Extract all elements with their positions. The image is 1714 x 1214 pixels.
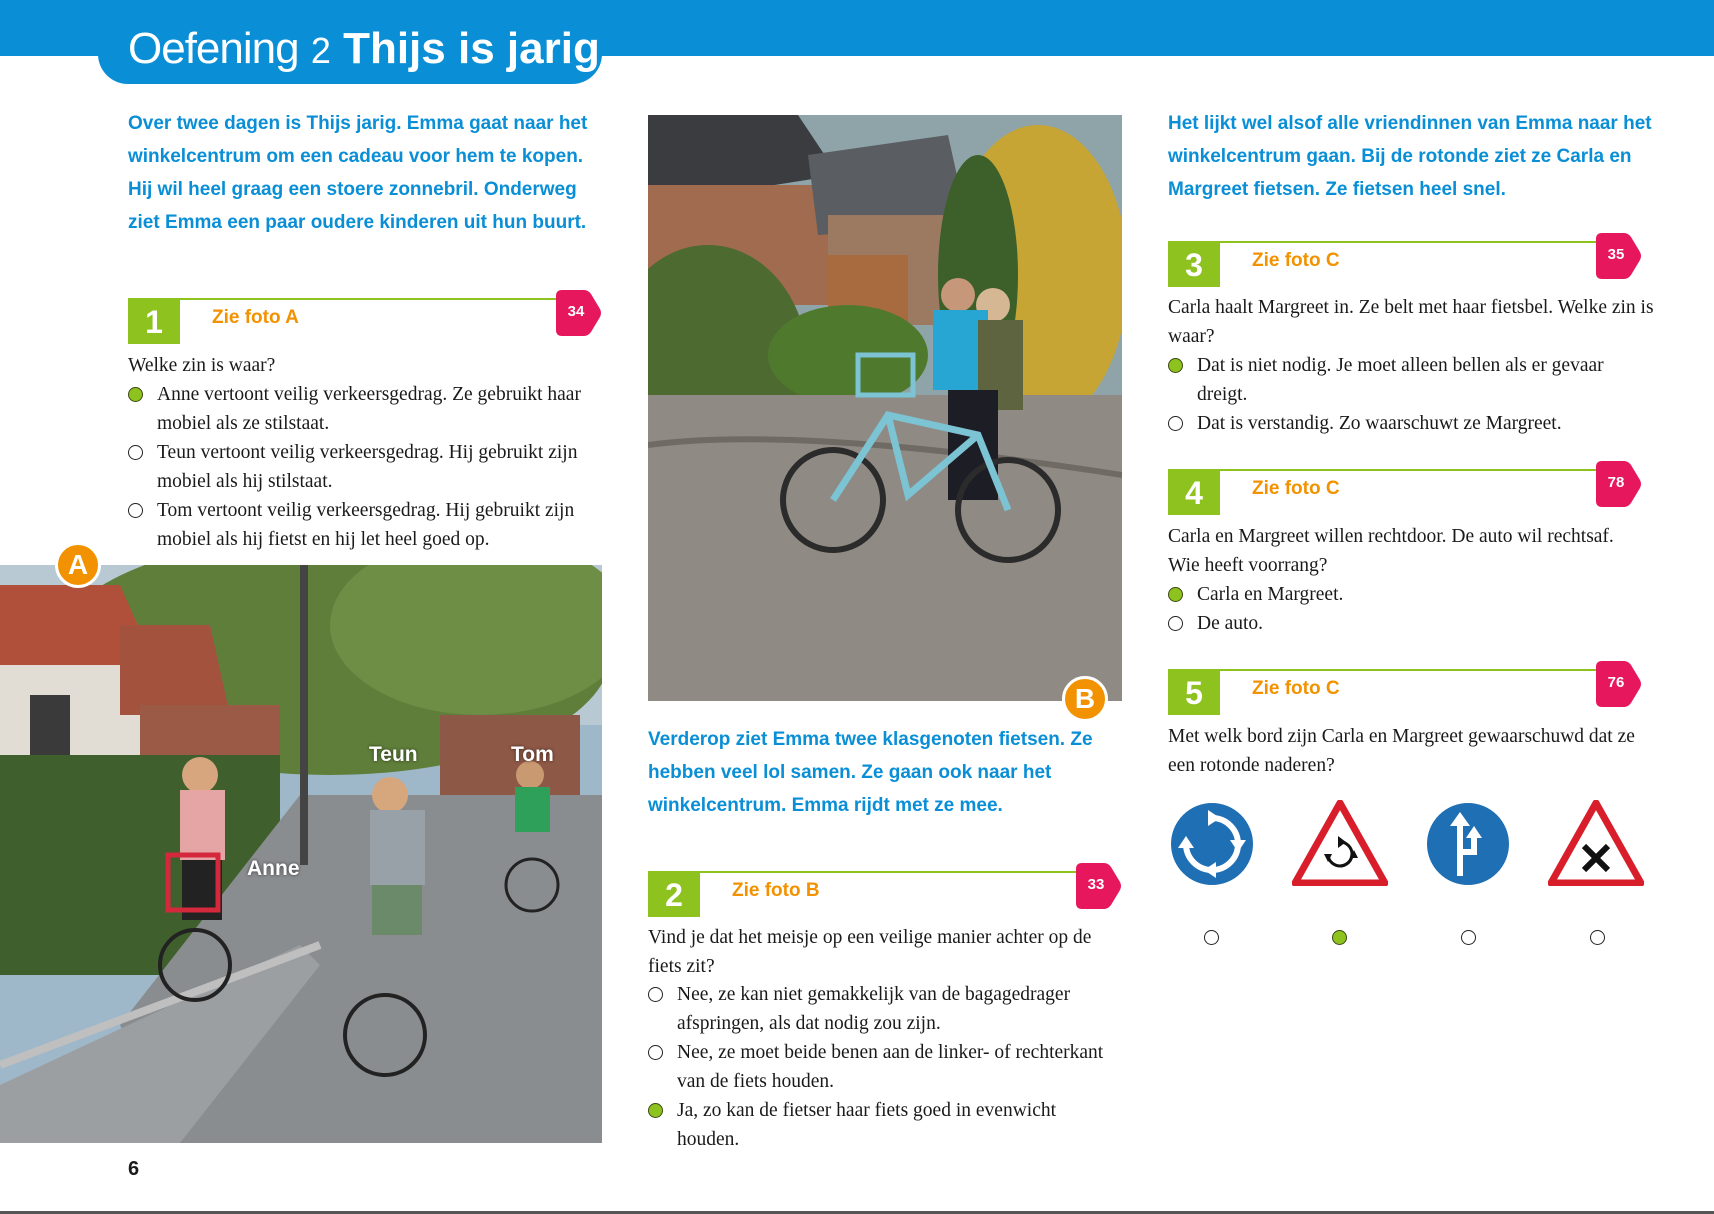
crossroads-warning-sign-icon bbox=[1548, 800, 1644, 886]
answer-option[interactable] bbox=[128, 438, 602, 496]
badge-number: 76 bbox=[1607, 674, 1625, 691]
radio-button[interactable] bbox=[128, 503, 143, 518]
exercise-label: Oefening bbox=[128, 24, 299, 73]
intro-middle: Verderop ziet Emma twee klasgenoten fietsen. Ze hebben veel lol samen. Ze gaan ook naar het winkelcentrum. Emma rijdt met ze mee. bbox=[648, 729, 1093, 816]
roundabout-warning-sign-icon bbox=[1292, 800, 1388, 886]
badge-number: 35 bbox=[1607, 246, 1625, 263]
answer-text: Dat is verstandig. Zo waarschuwt ze Margreet. bbox=[1197, 413, 1562, 434]
photo-reference: Zie foto C bbox=[1252, 678, 1340, 699]
radio-button[interactable] bbox=[1168, 358, 1183, 373]
answer-option[interactable] bbox=[1168, 580, 1642, 609]
label-tom: Tom bbox=[511, 743, 554, 766]
street-cyclists-illustration bbox=[0, 565, 602, 1143]
photo-marker-b: B bbox=[1062, 676, 1108, 722]
answer-text: Ja, zo kan de fietser haar fiets goed in evenwicht houden. bbox=[677, 1100, 1057, 1150]
answer-option[interactable] bbox=[648, 1096, 1122, 1154]
answer-list-1 bbox=[128, 380, 602, 554]
answer-text: Anne vertoont veilig verkeersgedrag. Ze gebruikt haar mobiel als ze stilstaat. bbox=[157, 384, 581, 434]
question-header-3 bbox=[1168, 241, 1642, 287]
exercise-title: Thijs is jarig bbox=[343, 24, 600, 73]
answer-text: Teun vertoont veilig verkeersgedrag. Hij gebruikt zijn mobiel als hij stilstaat. bbox=[157, 442, 578, 492]
question-text-5: Met welk bord zijn Carla en Margreet gewaarschuwd dat ze een rotonde naderen? bbox=[1168, 726, 1635, 776]
divider bbox=[648, 871, 1110, 873]
divider bbox=[1168, 469, 1630, 471]
question-text-1: Welke zin is waar? bbox=[128, 355, 276, 376]
photo-b bbox=[648, 115, 1122, 701]
sign-radio-3[interactable] bbox=[1461, 930, 1476, 945]
label-anne: Anne bbox=[247, 857, 300, 880]
badge-number: 78 bbox=[1607, 474, 1625, 491]
radio-button[interactable] bbox=[648, 1045, 663, 1060]
answer-text: Nee, ze moet beide benen aan de linker- of rechterkant van de fiets houden. bbox=[677, 1042, 1104, 1092]
divider bbox=[1168, 241, 1630, 243]
answer-list-2 bbox=[648, 980, 1122, 1154]
answer-option[interactable] bbox=[648, 980, 1122, 1038]
radio-button[interactable] bbox=[1168, 616, 1183, 631]
label-teun: Teun bbox=[369, 743, 418, 766]
girls-on-bicycle-illustration bbox=[648, 115, 1122, 701]
roundabout-mandatory-sign-icon bbox=[1168, 800, 1256, 888]
page-title bbox=[128, 24, 600, 74]
photo-reference: Zie foto C bbox=[1252, 478, 1340, 499]
intro-left: Over twee dagen is Thijs jarig. Emma gaat naar het winkelcentrum om een cadeau voor hem te kopen. Hij wil heel graag een stoere zonnebril. Onderweg ziet Emma een paar oudere kinderen uit hun buurt. bbox=[128, 113, 588, 233]
answer-option[interactable] bbox=[648, 1038, 1122, 1096]
radio-button[interactable] bbox=[128, 445, 143, 460]
answer-text: Dat is niet nodig. Je moet alleen bellen als er gevaar dreigt. bbox=[1197, 355, 1604, 405]
answer-text: Tom vertoont veilig verkeersgedrag. Hij gebruikt zijn mobiel als hij fietst en hij let heel goed op. bbox=[157, 500, 575, 550]
answer-option[interactable] bbox=[128, 380, 602, 438]
answer-list-3 bbox=[1168, 351, 1642, 438]
badge-number: 33 bbox=[1087, 876, 1105, 893]
photo-marker-a: A bbox=[55, 542, 101, 588]
intro-right: Het lijkt wel alsof alle vriendinnen van Emma naar het winkelcentrum gaan. Bij de rotonde ziet ze Carla en Margreet fietsen. Ze fietsen heel snel. bbox=[1168, 113, 1652, 200]
page-badge bbox=[1594, 459, 1642, 509]
badge-number: 34 bbox=[567, 303, 585, 320]
page-number: 6 bbox=[128, 1158, 140, 1180]
photo-reference: Zie foto A bbox=[212, 307, 299, 328]
question-number: 2 bbox=[648, 871, 700, 917]
divider bbox=[1168, 669, 1630, 671]
answer-option[interactable] bbox=[128, 496, 602, 554]
question-number: 1 bbox=[128, 298, 180, 344]
photo-reference: Zie foto C bbox=[1252, 250, 1340, 271]
question-header-1 bbox=[128, 298, 602, 344]
answer-option[interactable] bbox=[1168, 351, 1642, 409]
divider bbox=[128, 298, 590, 300]
exercise-number: 2 bbox=[310, 30, 331, 71]
answer-option[interactable] bbox=[1168, 409, 1642, 438]
question-header-4 bbox=[1168, 469, 1642, 515]
answer-option[interactable] bbox=[1168, 609, 1642, 638]
radio-button[interactable] bbox=[1168, 587, 1183, 602]
radio-button[interactable] bbox=[1168, 416, 1183, 431]
page-badge bbox=[1594, 659, 1642, 709]
sign-radio-1[interactable] bbox=[1204, 930, 1219, 945]
straight-or-right-sign-icon bbox=[1424, 800, 1512, 888]
question-text-2: Vind je dat het meisje op een veilige manier achter op de fiets zit? bbox=[648, 927, 1092, 977]
question-number: 4 bbox=[1168, 469, 1220, 515]
page-badge bbox=[1594, 231, 1642, 281]
question-number: 5 bbox=[1168, 669, 1220, 715]
photo-a bbox=[0, 565, 602, 1143]
question-text-3: Carla haalt Margreet in. Ze belt met haar fietsbel. Welke zin is waar? bbox=[1168, 297, 1654, 347]
question-header-5 bbox=[1168, 669, 1642, 715]
page-badge bbox=[554, 288, 602, 338]
answer-text: Carla en Margreet. bbox=[1197, 584, 1344, 605]
answer-text: Nee, ze kan niet gemakkelijk van de bagagedrager afspringen, als dat nodig zou zijn. bbox=[677, 984, 1071, 1034]
question-number: 3 bbox=[1168, 241, 1220, 287]
photo-reference: Zie foto B bbox=[732, 880, 820, 901]
radio-button[interactable] bbox=[648, 1103, 663, 1118]
answer-text: De auto. bbox=[1197, 613, 1264, 634]
sign-radio-2[interactable] bbox=[1332, 930, 1347, 945]
radio-button[interactable] bbox=[648, 987, 663, 1002]
question-header-2 bbox=[648, 871, 1122, 917]
radio-button[interactable] bbox=[128, 387, 143, 402]
sign-radio-4[interactable] bbox=[1590, 930, 1605, 945]
page-badge bbox=[1074, 861, 1122, 911]
answer-list-4 bbox=[1168, 580, 1642, 638]
question-text-4: Carla en Margreet willen rechtdoor. De auto wil rechtsaf. Wie heeft voorrang? bbox=[1168, 526, 1614, 576]
